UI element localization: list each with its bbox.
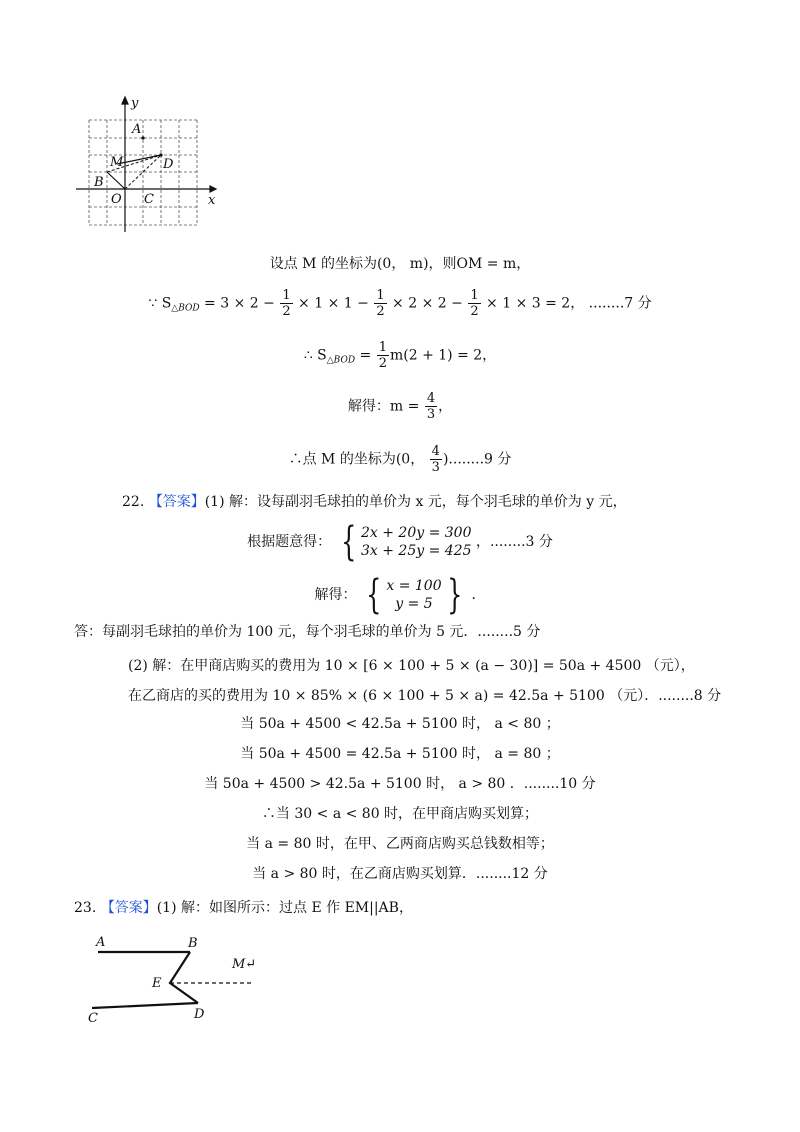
q22-case-equal: 当 50a + 4500 = 42.5a + 5100 时， a = 80 ； <box>240 746 560 762</box>
q21-area-equation: ∴ $S_{\triangle BOD}$ = $\frac{1}{2}$ m(2 + 1) = 2， <box>303 340 497 371</box>
q22-conclusion-3: 当 a > 80 时，在乙商店购买划算．........12 分 <box>252 866 548 882</box>
label-a: A <box>96 935 106 950</box>
q22-conclusion-1: ∴当 30 < a < 80 时，在甲商店购买划算； <box>261 806 539 822</box>
q22-conclusion-2: 当 a = 80 时，在甲、乙两商店购买总钱数相等； <box>246 836 554 852</box>
point-m-label: M <box>110 155 124 170</box>
point-d-label: D <box>163 157 174 172</box>
fraction-half: $\frac{1}{2}$ <box>378 340 387 371</box>
label-d: D <box>194 1007 205 1022</box>
q22-case-less: 当 50a + 4500 < 42.5a + 5100 时， a < 80 ； <box>240 716 560 732</box>
q23-heading: 23. 【答案】(1) 解：如图所示：过点 E 作 EM||AB， <box>74 900 413 916</box>
fraction-half: $\frac{1}{2}$ <box>282 288 291 319</box>
label-m: M↵ <box>232 957 257 972</box>
q21-line-1: 设点 M 的坐标为(0， m)，则OM = m， <box>269 256 531 272</box>
x-axis-label: x <box>208 193 216 208</box>
label-e: E <box>152 976 162 991</box>
q22-case-greater: 当 50a + 4500 > 42.5a + 5100 时， a > 80 ．........10 分 <box>204 776 596 792</box>
q22-equation-system: 根据题意得： { 2x + 20y = 300 3x + 25y = 425 ，........3 分 <box>247 519 553 565</box>
point-a-label: A <box>132 122 142 137</box>
point-o-label: O <box>111 192 122 207</box>
point-b-label: B <box>94 175 104 190</box>
parallel-lines-figure <box>82 930 272 1030</box>
question-number: 22. <box>122 494 145 510</box>
label-b: B <box>188 936 198 951</box>
q22-answer-1: 答：每副羽毛球拍的单价为 100 元，每个羽毛球的单价为 5 元．........5 分 <box>74 624 541 640</box>
q21-area-calc: ∵ $S_{\triangle BOD} = 3 \times 2$ − $\frac{1}{2}$ × 1 × 1 − $\frac{1}{2}$ × 2 × 2 − $\frac{1}{2}$ × 1 × 3 = 2， ........7 分 <box>148 288 652 319</box>
y-axis-label: y <box>131 96 139 111</box>
coordinate-graph <box>70 94 220 234</box>
fraction-half: $\frac{1}{2}$ <box>376 288 385 319</box>
q22-solution: 解得： { x = 100 y = 5 { ． <box>314 572 486 618</box>
answer-tag: 【答案】 <box>100 900 157 916</box>
q21-solve-m: 解得：m = $\frac{4}{3}$ ， <box>347 391 453 422</box>
q22-heading: 22. 【答案】(1) 解：设每副羽毛球拍的单价为 x 元，每个羽毛球的单价为 y 元， <box>122 494 627 510</box>
q22-part2-store-b: 在乙商店的买的费用为 10 × 85% × (6 × 100 + 5 × a) = 42.5a + 5100 （元）．........8 分 <box>128 688 722 704</box>
q22-part2-store-a: (2) 解：在甲商店购买的费用为 10 × [6 × 100 + 5 × (a − 30)] = 50a + 4500 （元）， <box>128 658 695 674</box>
q21-conclusion: ∴点 M 的坐标为(0， $\frac{4}{3}$ )........9 分 <box>288 444 512 475</box>
fraction-four-thirds: $\frac{4}{3}$ <box>426 391 436 422</box>
point-c-label: C <box>144 192 154 207</box>
fraction-four-thirds: $\frac{4}{3}$ <box>431 444 440 475</box>
label-c: C <box>88 1011 98 1026</box>
question-number: 23. <box>74 900 97 916</box>
fraction-half: $\frac{1}{2}$ <box>470 288 479 319</box>
answer-tag: 【答案】 <box>148 494 205 510</box>
